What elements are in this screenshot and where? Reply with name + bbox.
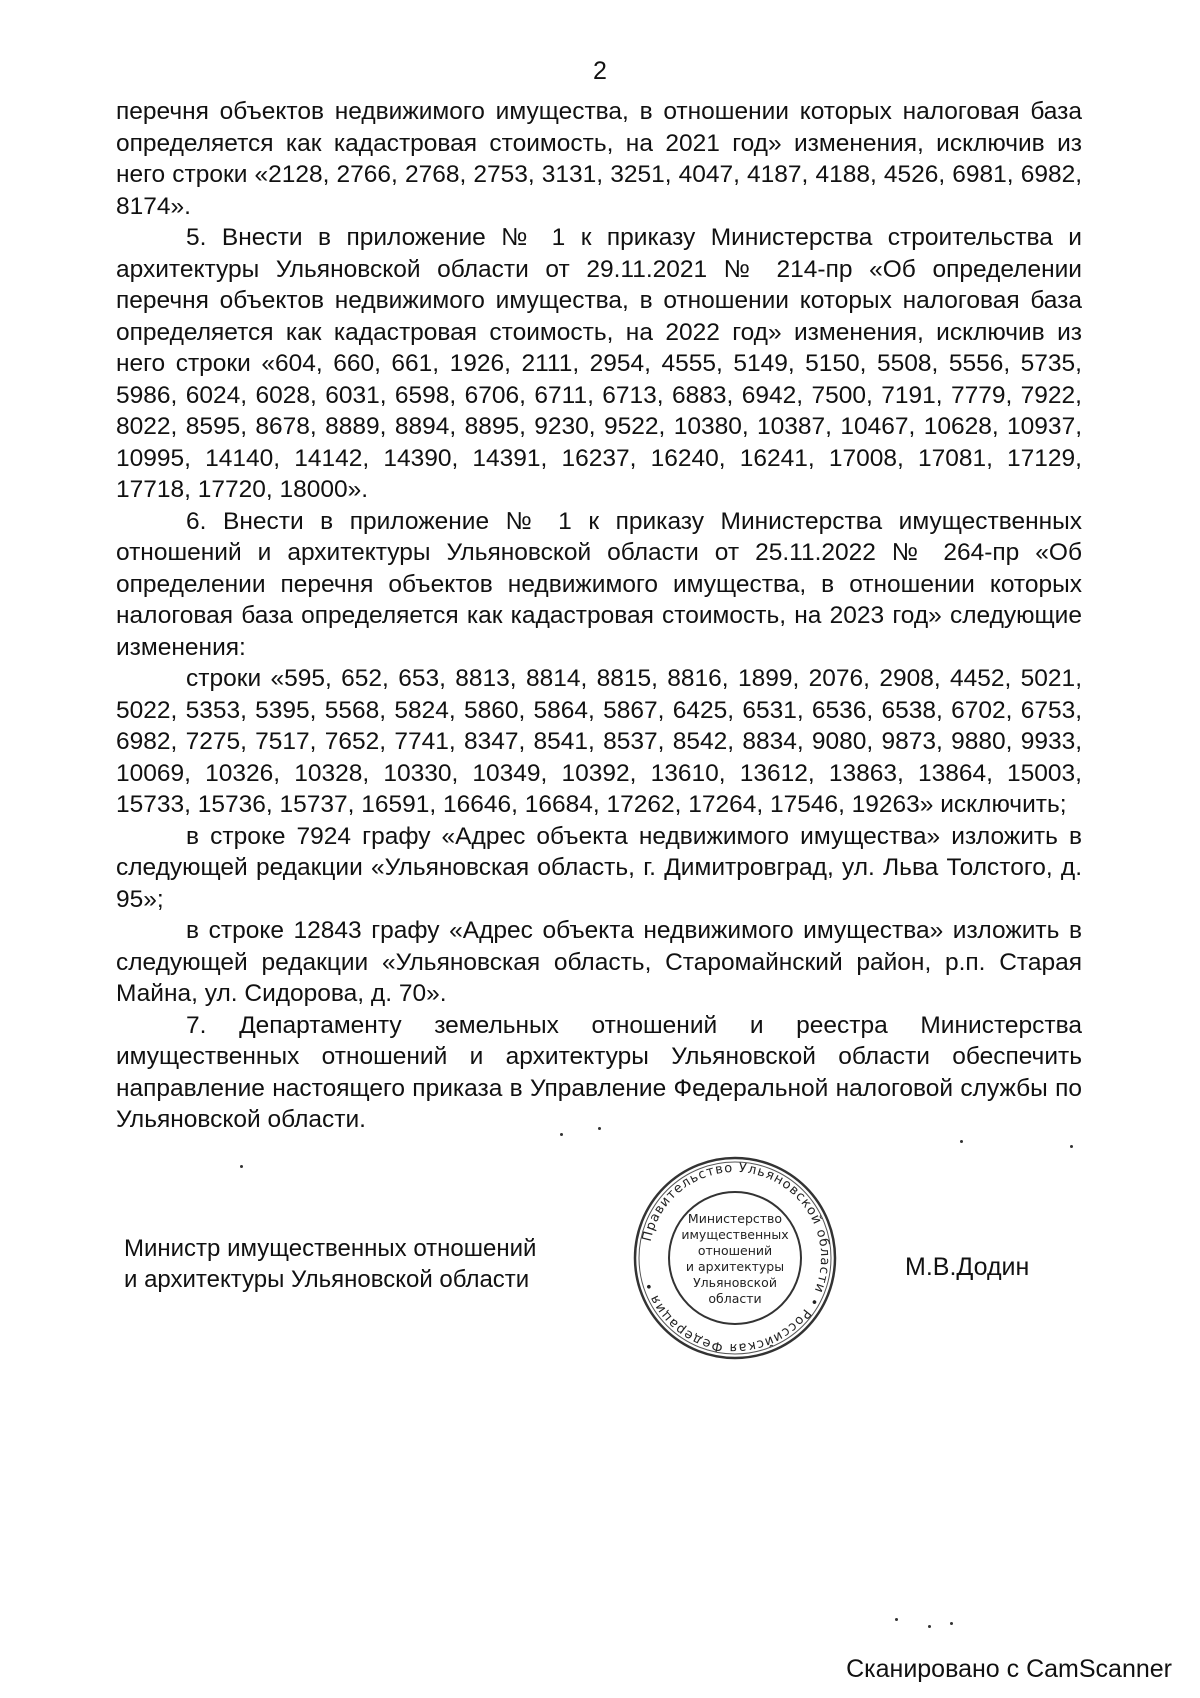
signatory-title-line-2: и архитектуры Ульяновской области [124, 1266, 530, 1293]
stamp-outer-text: Правительство Ульяновской области • Российская Федерация • [639, 1160, 833, 1356]
official-stamp [625, 1153, 845, 1363]
page-number: 2 [593, 57, 607, 85]
document-body [116, 96, 1082, 1136]
scan-speck [1070, 1145, 1073, 1148]
stamp-line-5: Ульяновской [693, 1275, 777, 1290]
scan-speck [240, 1165, 243, 1168]
scan-speck [895, 1618, 898, 1621]
paragraph-item-7: 7. Департаменту земельных отношений и реестра Министерства имущественных отношений и архитектуры Ульяновской области обеспечить направление настоящего приказа в Управление Федеральной налоговой службы по Ульяновской области. [116, 1011, 1082, 1133]
scan-speck [928, 1625, 931, 1628]
paragraph-item-6-rows-excluded: строки «595, 652, 653, 8813, 8814, 8815, 8816, 1899, 2076, 2908, 4452, 5021, 5022, 5353, 5395, 5568, 5824, 5860, 5864, 5867, 6425, 6531, 6536, 6538, 6702, 6753, 6982, 7275, 7517, 7652, 7741, 8347, 8541, 8537, 8542, 8834, 9080, 9873, 9880, 9933, 10069, 10326, 10328, 10330, 10349, 10392, 13610, 13612, 13863, 13864, 15003, 15733, 15736, 15737, 16591, 16646, 16684, 17262, 17264, 17546, 19263» исключить; [116, 665, 1082, 818]
scan-speck [950, 1622, 953, 1625]
paragraph-item-5: 5. Внести в приложение № 1 к приказу Министерства строительства и архитектуры Ульяновской области от 29.11.2021 № 214-пр «Об определении перечня объектов недвижимого имущества, в отношении которых налоговая база определяется как кадастровая стоимость, на 2022 год» изменения, исключив из него строки «604, 660, 661, 1926, 2111, 2954, 4555, 5149, 5150, 5508, 5556, 5735, 5986, 6024, 6028, 6031, 6598, 6706, 6711, 6713, 6883, 6942, 7500, 7191, 7779, 7922, 8022, 8595, 8678, 8889, 8894, 8895, 9230, 9522, 10380, 10387, 10467, 10628, 10937, 10995, 14140, 14142, 14390, 14391, 16237, 16240, 16241, 17008, 17081, 17129, 17718, 17720, 18000». [116, 224, 1082, 503]
paragraph-item-6-row-12843: в строке 12843 графу «Адрес объекта недвижимого имущества» изложить в следующей редакции «Ульяновская область, Старомайнский район, р.п. Старая Майна, ул. Сидорова, д. 70». [116, 917, 1082, 1007]
signatory-title [124, 1233, 594, 1295]
stamp-line-2: имущественных [681, 1227, 789, 1242]
paragraph-item-6-row-7924: в строке 7924 графу «Адрес объекта недвижимого имущества» изложить в следующей редакции «Ульяновская область, г. Димитровград, ул. Льва Толстого, д. 95»; [116, 822, 1082, 913]
stamp-line-6: области [708, 1291, 762, 1306]
signatory-name: М.В.Додин [905, 1253, 1030, 1281]
stamp-line-3: отношений [697, 1243, 773, 1258]
scan-speck [598, 1127, 601, 1130]
stamp-line-4: и архитектуры [685, 1259, 785, 1274]
scan-speck [960, 1140, 963, 1143]
paragraph-continuation: перечня объектов недвижимого имущества, в отношении которых налоговая база определяется как кадастровая стоимость, на 2021 год» изменения, исключив из него строки «2128, 2766, 2768, 2753, 3131, 3251, 4047, 4187, 4188, 4526, 6981, 6982, 8174». [116, 98, 1082, 220]
scan-speck [560, 1133, 563, 1136]
camscanner-watermark: Сканировано с CamScanner [846, 1655, 1172, 1683]
paragraph-item-6: 6. Внести в приложение № 1 к приказу Министерства имущественных отношений и архитектуры Ульяновской области от 25.11.2022 № 264-пр «Об определении перечня объектов недвижимого имущества, в отношении которых налоговая база определяется как кадастровая стоимость, на 2023 год» следующие изменения: [116, 507, 1082, 661]
signatory-title-line-1: Министр имущественных отношений [124, 1235, 537, 1262]
stamp-line-1: Министерство [687, 1211, 783, 1226]
